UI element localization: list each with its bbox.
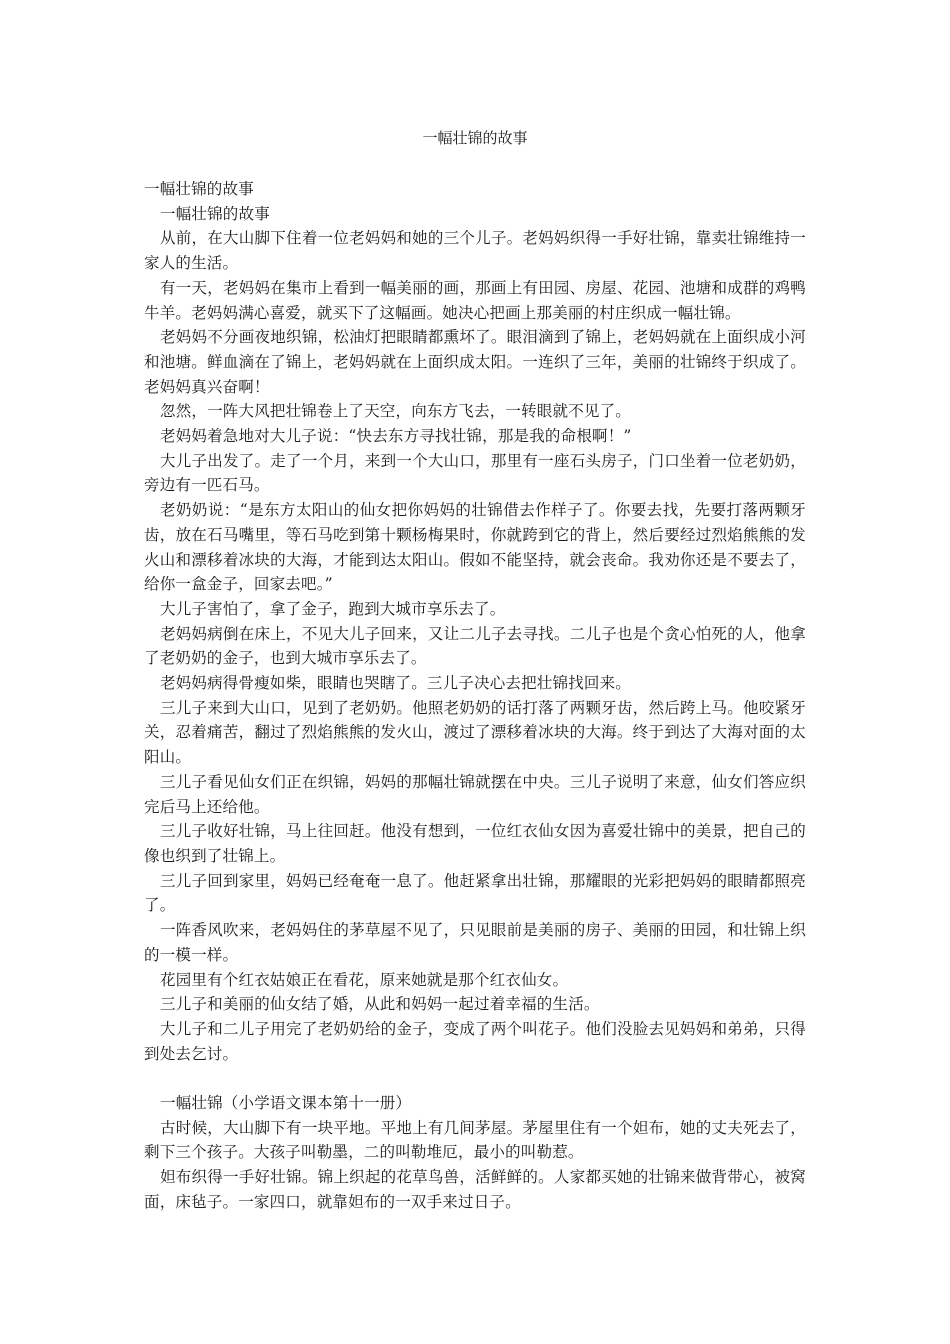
paragraph: 一阵香风吹来，老妈妈住的茅草屋不见了，只见眼前是美丽的房子、美丽的田园，和壮锦上织的一模一样。 — [144, 921, 806, 964]
paragraph: 三儿子和美丽的仙女结了婚，从此和妈妈一起过着幸福的生活。 — [160, 995, 600, 1014]
paragraph: 从前，在大山脚下住着一位老妈妈和她的三个儿子。老妈妈织得一手好壮锦，靠卖壮锦维持一家人的生活。 — [144, 229, 806, 273]
paragraph: 三儿子看见仙女们正在织锦，妈妈的那幅壮锦就摆在中央。三儿子说明了来意，仙女们答应织完后马上还给他。 — [144, 772, 806, 816]
page-title: 一幅壮锦的故事 — [422, 129, 528, 147]
paragraph: 三儿子回到家里，妈妈已经奄奄一息了。他赶紧拿出壮锦，那耀眼的光彩把妈妈的眼睛都照亮了。 — [144, 871, 806, 915]
paragraph: 花园里有个红衣姑娘正在看花，原来她就是那个红衣仙女。 — [160, 970, 569, 989]
paragraph: 忽然，一阵大风把壮锦卷上了天空，向东方飞去，一转眼就不见了。 — [160, 402, 632, 421]
document-body — [144, 177, 806, 1215]
subheading: 一幅壮锦的故事 — [160, 204, 270, 223]
paragraph: 三儿子收好壮锦，马上往回赶。他没有想到，一位红衣仙女因为喜爱壮锦中的美景，把自己的像也织到了壮锦上。 — [144, 822, 806, 865]
paragraph: 老妈妈着急地对大儿子说：“快去东方寻找壮锦，那是我的命根啊！” — [160, 427, 632, 446]
paragraph: 老妈妈病倒在床上，不见大儿子回来，又让二儿子去寻找。二儿子也是个贪心怕死的人，他拿了老奶奶的金子，也到大城市享乐去了。 — [144, 624, 806, 668]
paragraph: 三儿子来到大山口，见到了老奶奶。他照老奶奶的话打落了两颗牙齿，然后跨上马。他咬紧牙关，忍着痛苦，翻过了烈焰熊熊的发火山，渡过了漂移着冰块的大海。终于到达了大海对面的太阳山。 — [144, 698, 806, 767]
paragraph: 大儿子害怕了，拿了金子，跑到大城市享乐去了。 — [160, 599, 506, 618]
paragraph: 老奶奶说：“是东方太阳山的仙女把你妈妈的壮锦借去作样子了。你要去找，先要打落两颗牙齿，放在石马嘴里，等石马吃到第十颗杨梅果时，你就跨到它的背上，然后要经过烈焰熊熊的发火山和漂移着冰块的大海，才能到达太阳山。假如不能坚持，就会丧命。我劝你还是不要去了，给你一盒金子，回家去吧。” — [144, 501, 806, 594]
paragraph: 古时候，大山脚下有一块平地。平地上有几间茅屋。茅屋里住有一个妲布，她的丈夫死去了，剩下三个孩子。大孩子叫勒墨，二的叫勒堆厄，最小的叫勒惹。 — [144, 1118, 806, 1162]
section2-heading: 一幅壮锦（小学语文课本第十一册） — [160, 1094, 412, 1112]
paragraph: 老妈妈不分画夜地织锦，松油灯把眼睛都熏坏了。眼泪滴到了锦上，老妈妈就在上面织成小河和池塘。鲜血滴在了锦上，老妈妈就在上面织成太阳。一连织了三年，美丽的壮锦终于织成了。老妈妈真兴奋啊！ — [144, 328, 806, 396]
paragraph: 大儿子出发了。走了一个月，来到一个大山口，那里有一座石头房子，门口坐着一位老奶奶，旁边有一匹石马。 — [144, 451, 806, 495]
paragraph: 老妈妈病得骨瘦如柴，眼睛也哭瞎了。三儿子决心去把壮锦找回来。 — [160, 674, 632, 693]
paragraph: 有一天，老妈妈在集市上看到一幅美丽的画，那画上有田园、房屋、花园、池塘和成群的鸡鸭牛羊。老妈妈满心喜爱，就买下了这幅画。她决心把画上那美丽的村庄织成一幅壮锦。 — [144, 278, 806, 322]
paragraph: 妲布织得一手好壮锦。锦上织起的花草鸟兽，活鲜鲜的。人家都买她的壮锦来做背带心，被窝面，床毡子。一家四口，就靠妲布的一双手来过日子。 — [144, 1168, 806, 1211]
section-gap — [144, 1066, 806, 1091]
heading: 一幅壮锦的故事 — [144, 180, 254, 198]
paragraph: 大儿子和二儿子用完了老奶奶给的金子，变成了两个叫花子。他们没脸去见妈妈和弟弟，只得到处去乞讨。 — [144, 1019, 806, 1063]
